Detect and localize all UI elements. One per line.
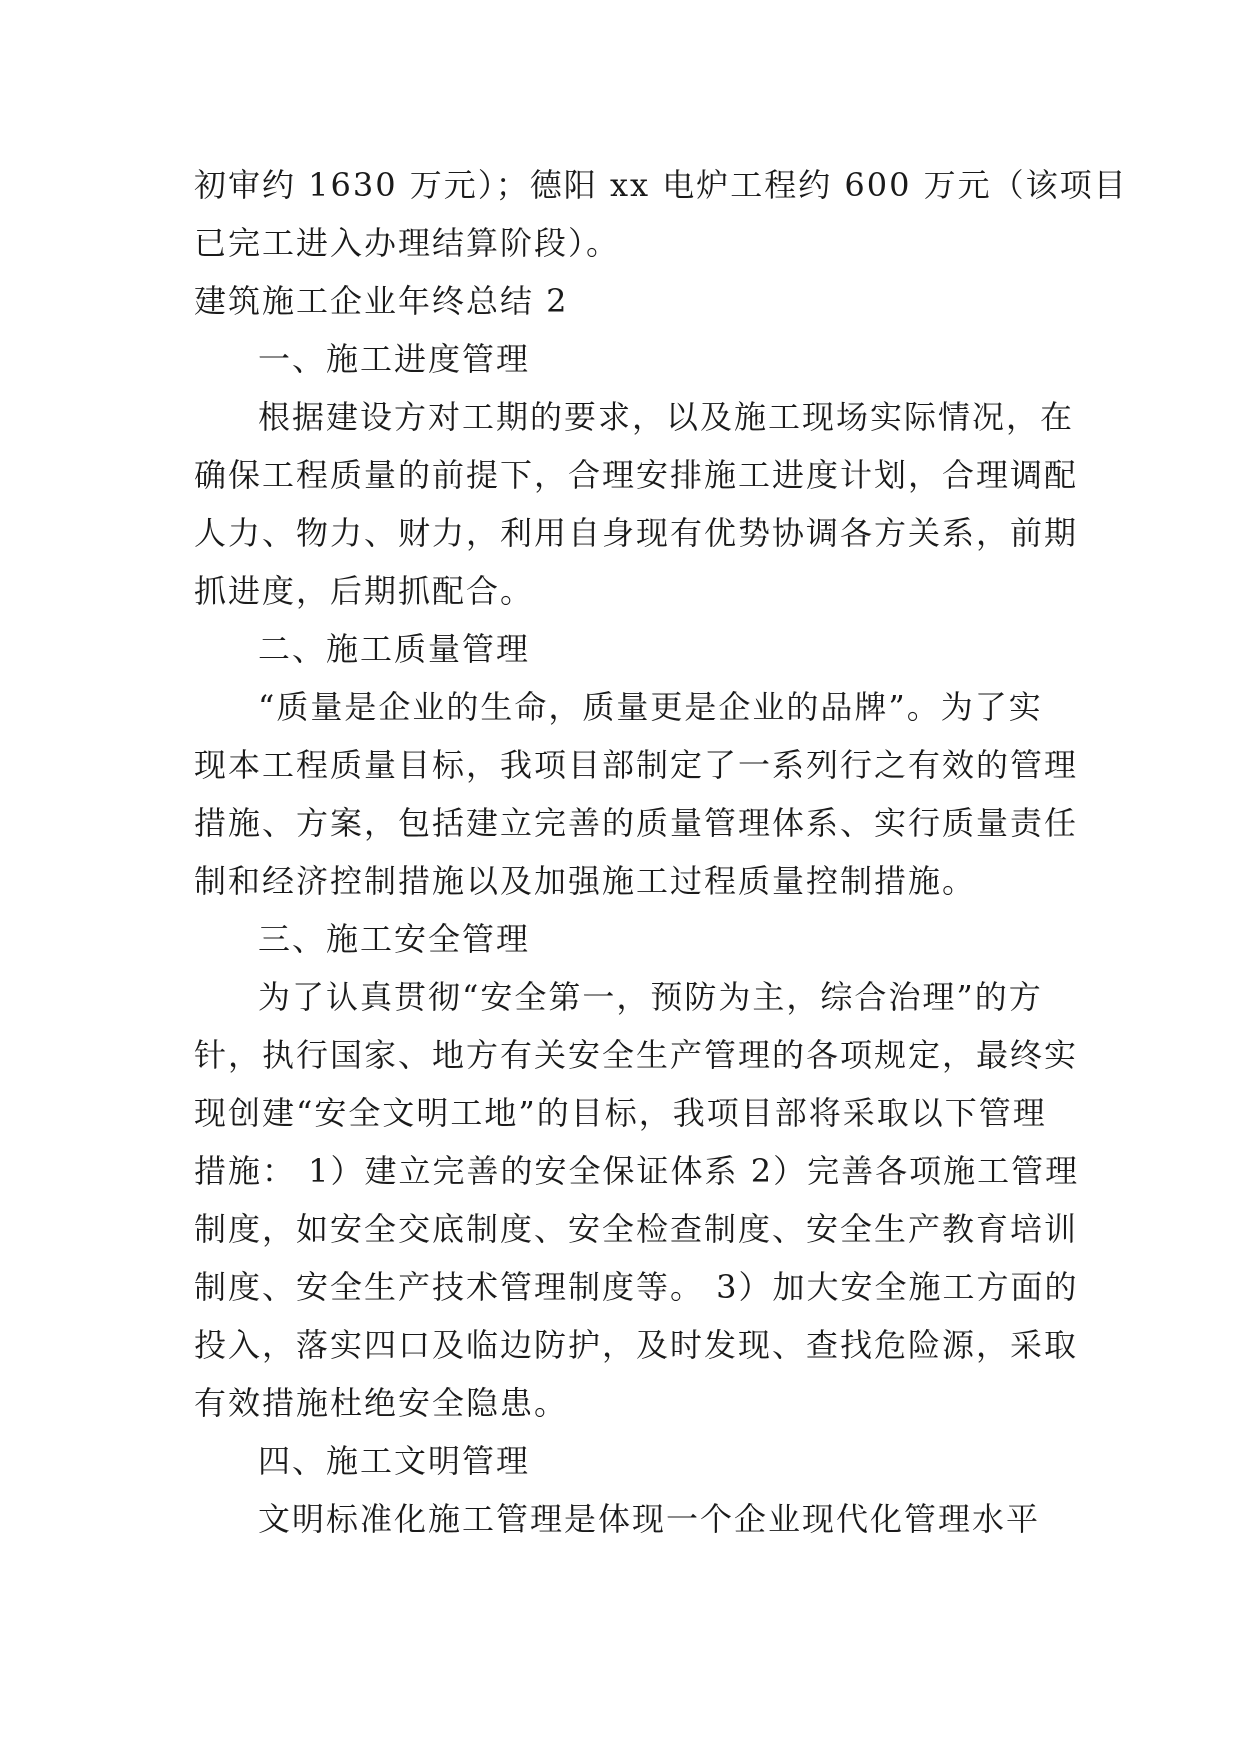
body-line: 文明标准化施工管理是体现一个企业现代化管理水平 xyxy=(258,1500,1041,1538)
body-line: 现本工程质量目标，我项目部制定了一系列行之有效的管理 xyxy=(194,746,1079,784)
body-line: 现创建“安全文明工地”的目标，我项目部将采取以下管理 xyxy=(194,1094,1047,1132)
section-title: 建筑施工企业年终总结 2 xyxy=(194,282,569,320)
body-line: 制度、安全生产技术管理制度等。 3）加大安全施工方面的 xyxy=(194,1268,1079,1306)
body-line: 制和经济控制措施以及加强施工过程质量控制措施。 xyxy=(194,862,977,900)
body-line: 针，执行国家、地方有关安全生产管理的各项规定，最终实 xyxy=(194,1036,1079,1074)
body-line: 已完工进入办理结算阶段）。 xyxy=(194,224,621,262)
section-heading: 二、施工质量管理 xyxy=(258,630,531,668)
body-line: “质量是企业的生命，质量更是企业的品牌”。为了实 xyxy=(258,688,1043,726)
body-line: 确保工程质量的前提下，合理安排施工进度计划，合理调配 xyxy=(194,456,1079,494)
body-line: 根据建设方对工期的要求，以及施工现场实际情况，在 xyxy=(258,398,1075,436)
body-line: 制度，如安全交底制度、安全检查制度、安全生产教育培训 xyxy=(194,1210,1079,1248)
body-line: 初审约 1630 万元）；德阳 xx 电炉工程约 600 万元（该项目 xyxy=(194,166,1128,204)
body-line: 措施： 1）建立完善的安全保证体系 2）完善各项施工管理 xyxy=(194,1152,1080,1190)
section-heading: 一、施工进度管理 xyxy=(258,340,531,378)
body-line: 抓进度，后期抓配合。 xyxy=(194,572,535,610)
section-heading: 四、施工文明管理 xyxy=(258,1442,531,1480)
section-heading: 三、施工安全管理 xyxy=(258,920,531,958)
body-line: 有效措施杜绝安全隐患。 xyxy=(194,1384,569,1422)
document-body xyxy=(194,156,1128,1548)
body-line: 为了认真贯彻“安全第一，预防为主，综合治理”的方 xyxy=(258,978,1043,1016)
body-line: 措施、方案，包括建立完善的质量管理体系、实行质量责任 xyxy=(194,804,1079,842)
body-line: 投入，落实四口及临边防护，及时发现、查找危险源，采取 xyxy=(194,1326,1079,1364)
body-line: 人力、物力、财力，利用自身现有优势协调各方关系，前期 xyxy=(194,514,1079,552)
